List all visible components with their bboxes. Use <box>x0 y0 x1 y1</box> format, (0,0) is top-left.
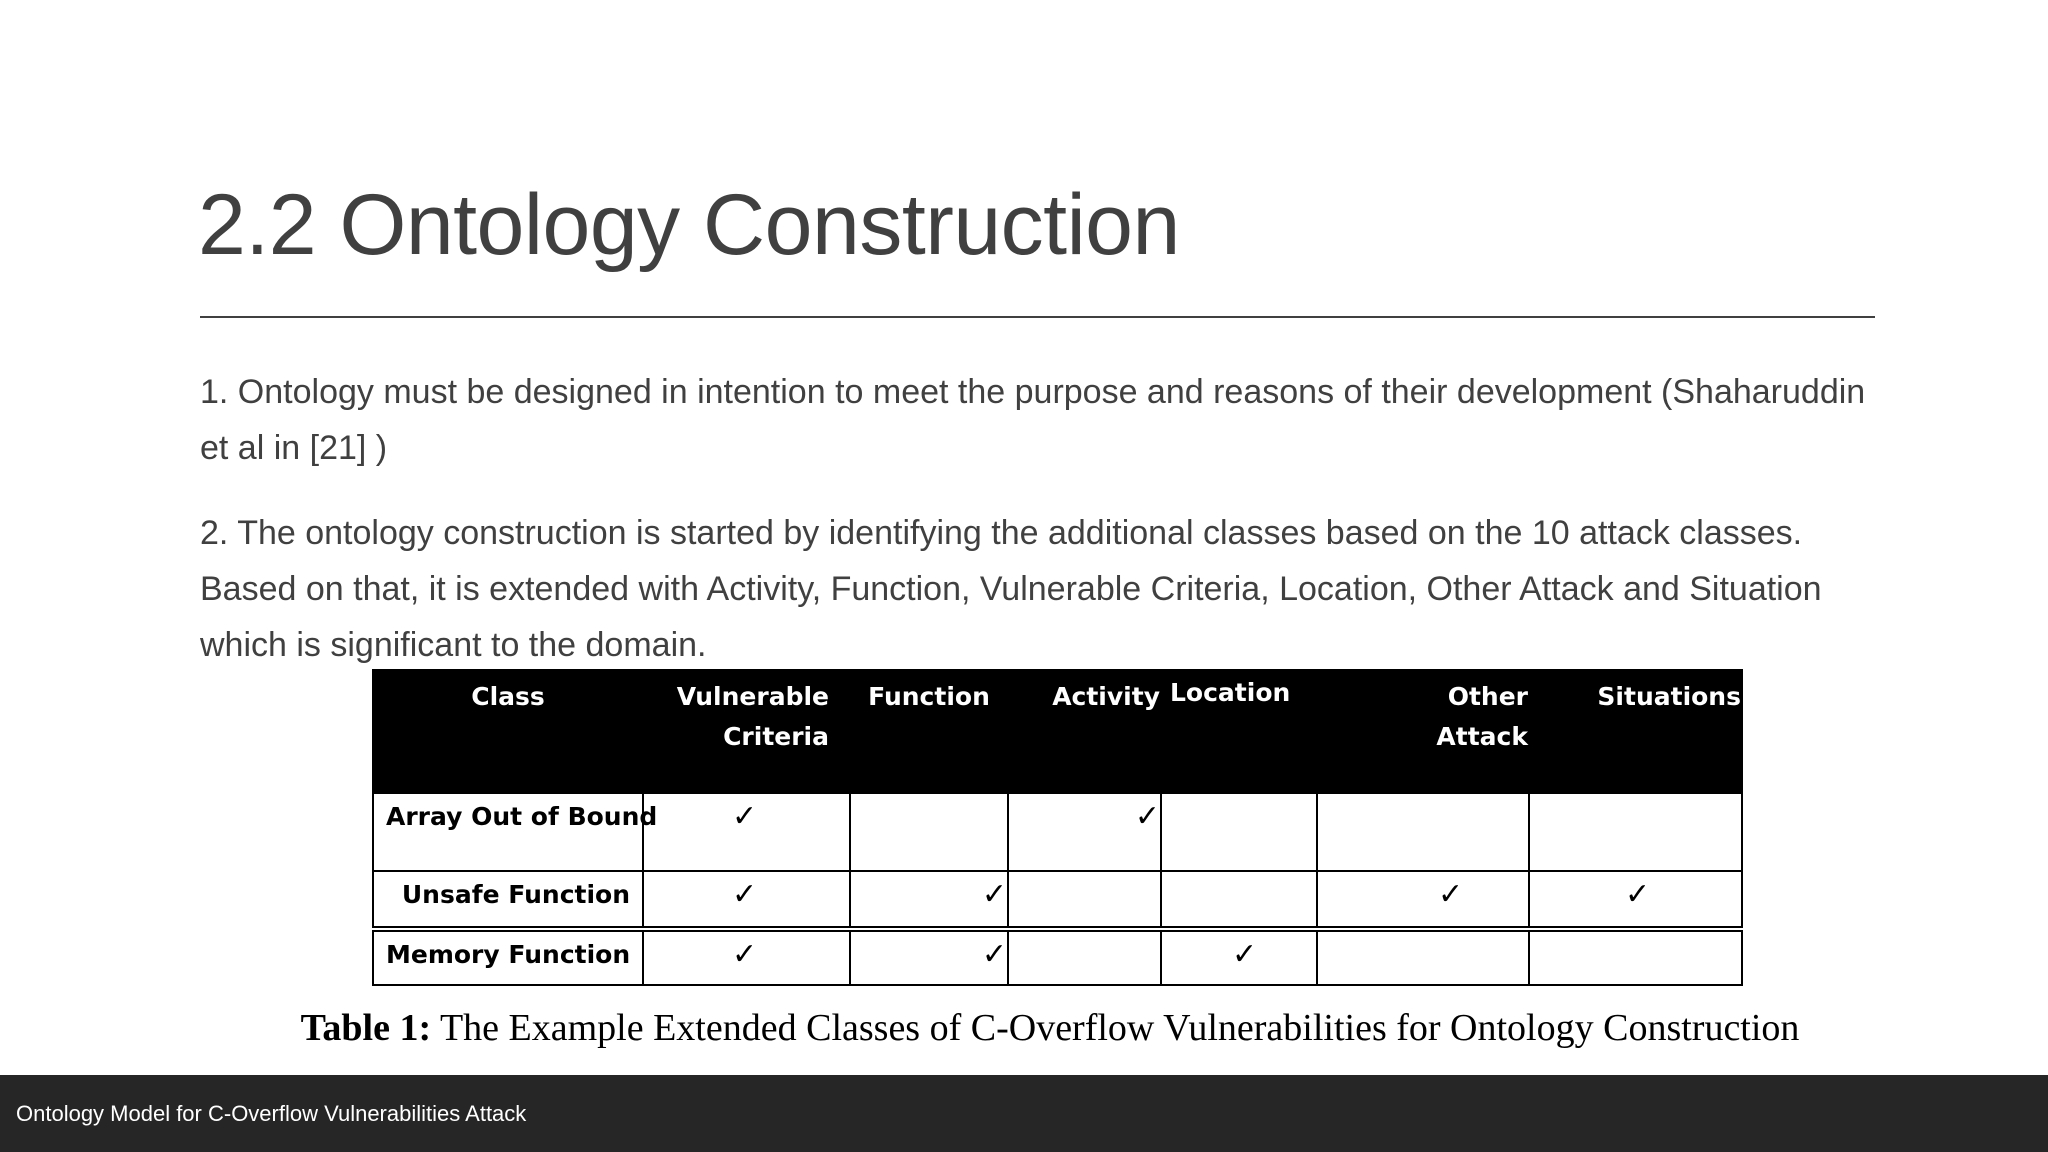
checkmark-icon: ✓ <box>1232 937 1258 972</box>
table-cell <box>643 929 850 985</box>
table-row <box>373 871 1742 929</box>
table-cell <box>850 871 1008 929</box>
table-cell <box>1529 929 1742 985</box>
table-header-row <box>373 670 1742 793</box>
table-cell <box>1008 871 1161 929</box>
checkmark-icon: ✓ <box>981 937 1007 972</box>
table-cell <box>1008 929 1161 985</box>
checkmark-icon: ✓ <box>732 937 758 972</box>
table-cell <box>850 793 1008 871</box>
table-cell <box>1529 793 1742 871</box>
paragraph-1: 1. Ontology must be designed in intention to meet the purpose and reasons of their development (Shaharuddin et al in [21] ) <box>200 373 1866 467</box>
checkmark-icon: ✓ <box>732 799 758 834</box>
ontology-classes-table <box>372 669 1743 986</box>
paragraph-2: 2. The ontology construction is started by identifying the additional classes based on the 10 attack classes. Based on that, it is extended with Activity, Function, Vulnerable Criteria, Location, Other Attack and Situation which is significant to the domain. <box>200 514 1822 664</box>
row-class-label: Unsafe Function <box>373 871 643 929</box>
slide-title: 2.2 Ontology Construction <box>198 177 1180 273</box>
header-vulnerable-criteria: Vulnerable Criteria <box>643 670 850 793</box>
table-cell <box>1317 871 1529 929</box>
table-cell <box>850 929 1008 985</box>
checkmark-icon: ✓ <box>1438 877 1464 912</box>
table-row <box>373 929 1742 985</box>
table-cell <box>1161 793 1317 871</box>
table-row <box>373 793 1742 871</box>
header-function: Function <box>850 670 1008 793</box>
checkmark-icon: ✓ <box>732 877 758 912</box>
table-cell <box>643 793 850 871</box>
header-other-attack: Other Attack <box>1317 670 1529 793</box>
table-cell <box>1161 929 1317 985</box>
table-cell <box>1529 871 1742 929</box>
caption-text: The Example Extended Classes of C-Overflow Vulnerabilities for Ontology Construction <box>431 1007 1800 1049</box>
header-activity: Activity <box>1008 670 1161 793</box>
table-cell <box>1161 871 1317 929</box>
footer-bar <box>0 1075 2048 1152</box>
table-cell <box>1008 793 1161 871</box>
table-cell <box>1317 793 1529 871</box>
table-caption <box>0 1006 2048 1050</box>
footer-text: Ontology Model for C-Overflow Vulnerabilities Attack <box>16 1101 527 1126</box>
table-cell <box>1317 929 1529 985</box>
table-cell <box>643 871 850 929</box>
header-situations: Situations <box>1529 670 1742 793</box>
checkmark-icon: ✓ <box>981 877 1007 912</box>
row-class-label: Memory Function <box>373 929 643 985</box>
caption-label: Table 1: <box>300 1007 432 1049</box>
title-divider <box>200 316 1875 318</box>
row-class-label: Array Out of Bound <box>373 793 643 871</box>
checkmark-icon: ✓ <box>1625 877 1651 912</box>
checkmark-icon: ✓ <box>1134 799 1160 834</box>
header-location: Location <box>1161 670 1317 793</box>
header-class: Class <box>373 670 643 793</box>
